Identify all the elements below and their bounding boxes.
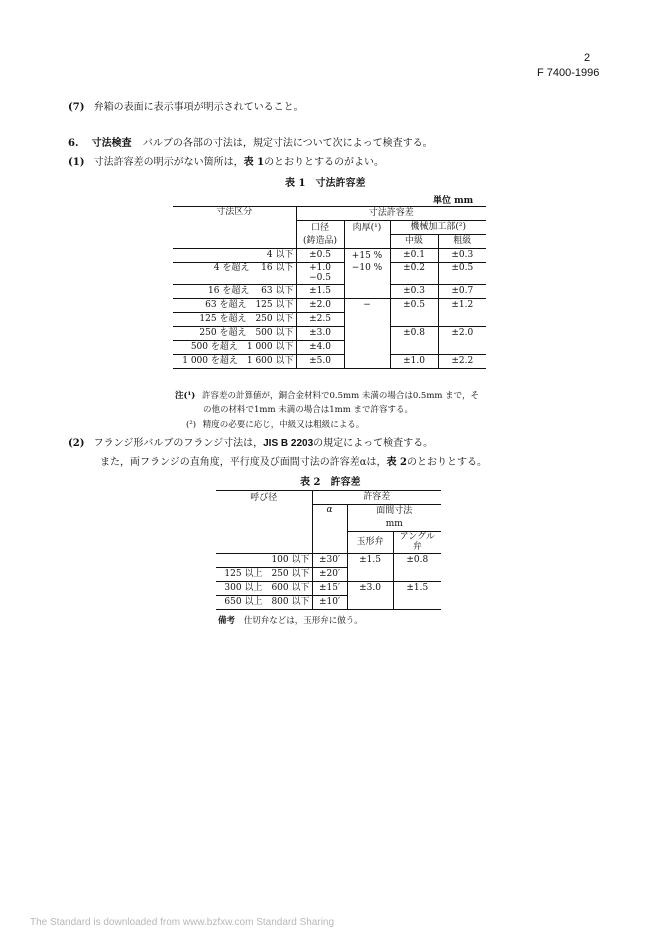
table-2-header-face-unit: mm [347,518,441,532]
table-1-cell-mid: ±0.2 [390,263,438,285]
table-1-cell-bore: ±2.5 [296,312,344,326]
table-1-cell-bore: ±1.5 [296,284,344,298]
item-1-number: (1) [68,157,85,168]
table-2-cell-alpha: ±15′ [312,581,347,595]
table-row [173,312,486,326]
table-1-note-2 [186,418,364,430]
table-row [173,326,486,340]
table-row [173,340,486,354]
table-1-cell-range: 4 を超え 16 以下 [173,263,296,285]
table-row [173,263,486,285]
table-1-note-1-line-b: の他の材料で1mm 未満の場合は1mm まで許容する。 [203,405,413,415]
table-1-cell-bore-upper: +1.0 [309,263,331,273]
table-1-cell-mid: ±0.8 [390,326,438,340]
table-2-header-face: 面間寸法 [376,506,413,517]
table-1-cell-coarse: ±0.5 [438,263,486,285]
table-1 [173,206,486,369]
table-2-remark-label: 備考 [218,616,236,626]
table-1-note-1-line-a: 許容差の計算値が，銅合金材料で0.5mm 未満の場合は0.5mm まで，そ [201,391,479,401]
table-2-cell-range: 100 以下 [216,553,312,567]
table-1-cell-bore-lower: −0.5 [309,273,331,284]
table-2-cell-angle: ±1.5 [406,583,429,594]
table-row [216,581,441,595]
table-2 [216,490,441,610]
item-2-standard-ref: JIS B 2203 [263,438,314,449]
table-1-cell-wall: +15 % [344,249,390,263]
table-2-header-angle: アングル弁 [393,532,441,554]
item-1-text-b: のとおりとするのがよい。 [264,157,385,168]
table-2-remark [218,614,363,626]
table-1-cell-range: 250 を超え 500 以下 [173,326,296,340]
table-1-header-mid: 中級 [390,235,438,249]
section-6-number: 6. [68,138,79,149]
item-7 [68,98,304,113]
table-1-note-1 [175,389,479,401]
table-1-note-2-label: (²) [186,420,197,430]
table-1-cell-coarse: ±0.7 [438,284,486,298]
table-2-header-nominal: 呼び径 [216,491,312,505]
table-2-cell-range: 125 以上 250 以下 [216,567,312,581]
table-1-cell-range: 500 を超え 1 000 以下 [173,340,296,354]
table-1-cell-bore: ±3.0 [296,326,344,340]
section-6-title: 寸法検査 [91,138,132,149]
table-row [216,553,441,567]
paragraph-2-text-b: のとおりとする。 [406,457,487,468]
table-1-cell-range: 1 000 を超え 1 600 以下 [173,354,296,368]
item-2 [68,434,433,449]
table-1-cell-mid: ±1.0 [390,354,438,368]
item-1-table-ref: 表 1 [243,157,265,168]
table-2-cell-globe: ±3.0 [347,581,393,595]
item-2-text-b: の規定によって検査する。 [313,438,434,449]
table-row [173,354,486,368]
table-2-cell-alpha: ±20′ [312,567,347,581]
item-2-number: (2) [68,438,85,449]
table-1-header-machined: 機械加工部(²) [390,221,486,235]
table-1-header-wall: 肉厚(¹) [344,221,390,235]
table-2-cell-alpha: ±10′ [312,595,347,609]
table-row [173,249,486,263]
table-2-cell-range: 650 以上 800 以下 [216,595,312,609]
table-1-cell-wall: − [344,298,390,312]
table-2-cell-alpha: ±30′ [312,553,347,567]
page-number: 2 [584,52,591,64]
table-1-cell-bore: ±4.0 [296,340,344,354]
table-2-header-tolerance: 許容差 [312,491,441,505]
table-1-unit: 単位 mm [433,196,474,206]
table-2-cell-angle: ±0.8 [406,555,429,566]
table-1-caption: 表 1 寸法許容差 [285,178,366,189]
table-1-header-tolerance: 寸法許容差 [296,207,486,221]
table-1-cell-wall: −10 % [344,263,390,285]
paragraph-2 [100,453,487,468]
table-1-header-coarse: 粗級 [438,235,486,249]
table-1-cell-bore: ±2.0 [296,298,344,312]
table-row [216,595,441,609]
table-1-cell-mid: ±0.5 [390,298,438,312]
table-1-header-size: 寸法区分 [173,207,296,249]
table-1-cell-wall [344,284,390,298]
paragraph-2-table-ref: 表 2 [386,457,407,468]
table-1-cell-bore: ±5.0 [296,354,344,368]
table-1-cell-range: 63 を超え 125 以下 [173,298,296,312]
table-row [173,298,486,312]
table-2-header-globe: 玉形弁 [347,532,393,554]
paragraph-2-text-a: また，両フランジの直角度，平行度及び面間寸法の許容差αは， [100,457,387,468]
item-1 [68,153,384,168]
table-1-cell-mid: ±0.1 [390,249,438,263]
table-row [216,567,441,581]
table-1-header-bore: 口径 [296,221,344,235]
table-2-remark-text: 仕切弁などは，玉形弁に倣う。 [243,616,363,626]
table-1-cell-range: 125 を超え 250 以下 [173,312,296,326]
item-2-text-a: フランジ形バルブのフランジ寸法は， [93,438,264,449]
item-7-number: (7) [68,102,85,113]
table-1-cell-mid: ±0.3 [390,284,438,298]
document-code: F 7400-1996 [537,67,600,79]
table-2-header-alpha: α [312,505,347,554]
item-7-text: 弁箱の表面に表示事項が明示されていること。 [93,102,304,113]
table-1-cell-coarse: ±1.2 [451,300,474,311]
table-2-caption: 表 2 許容差 [300,477,361,488]
section-6-text: バルブの各部の寸法は，規定寸法について次によって検査する。 [142,138,433,149]
table-1-note-2-text: 精度の必要に応じ，中級又は粗級による。 [202,420,365,430]
table-1-cell-bore: ±0.5 [296,249,344,263]
section-6-heading [68,134,433,149]
item-1-text-a: 寸法許容差の明示がない箇所は， [93,157,244,168]
table-2-cell-range: 300 以上 600 以下 [216,581,312,595]
table-1-header-bore-sub: (鋳造品) [296,235,344,249]
table-1-cell-coarse: ±2.0 [451,328,474,339]
table-1-note-label: 注(¹) [175,391,196,401]
table-1-cell-coarse: ±2.2 [438,354,486,368]
table-2-cell-globe: ±1.5 [347,553,393,567]
table-1-cell-range: 4 以下 [173,249,296,263]
table-1-cell-range: 16 を超え 63 以下 [173,284,296,298]
table-1-cell-coarse: ±0.3 [438,249,486,263]
footer-watermark: The Standard is downloaded from www.bzfxw.com Standard Sharing [30,917,335,928]
table-row [173,284,486,298]
table-1-cell-bore [296,263,344,285]
